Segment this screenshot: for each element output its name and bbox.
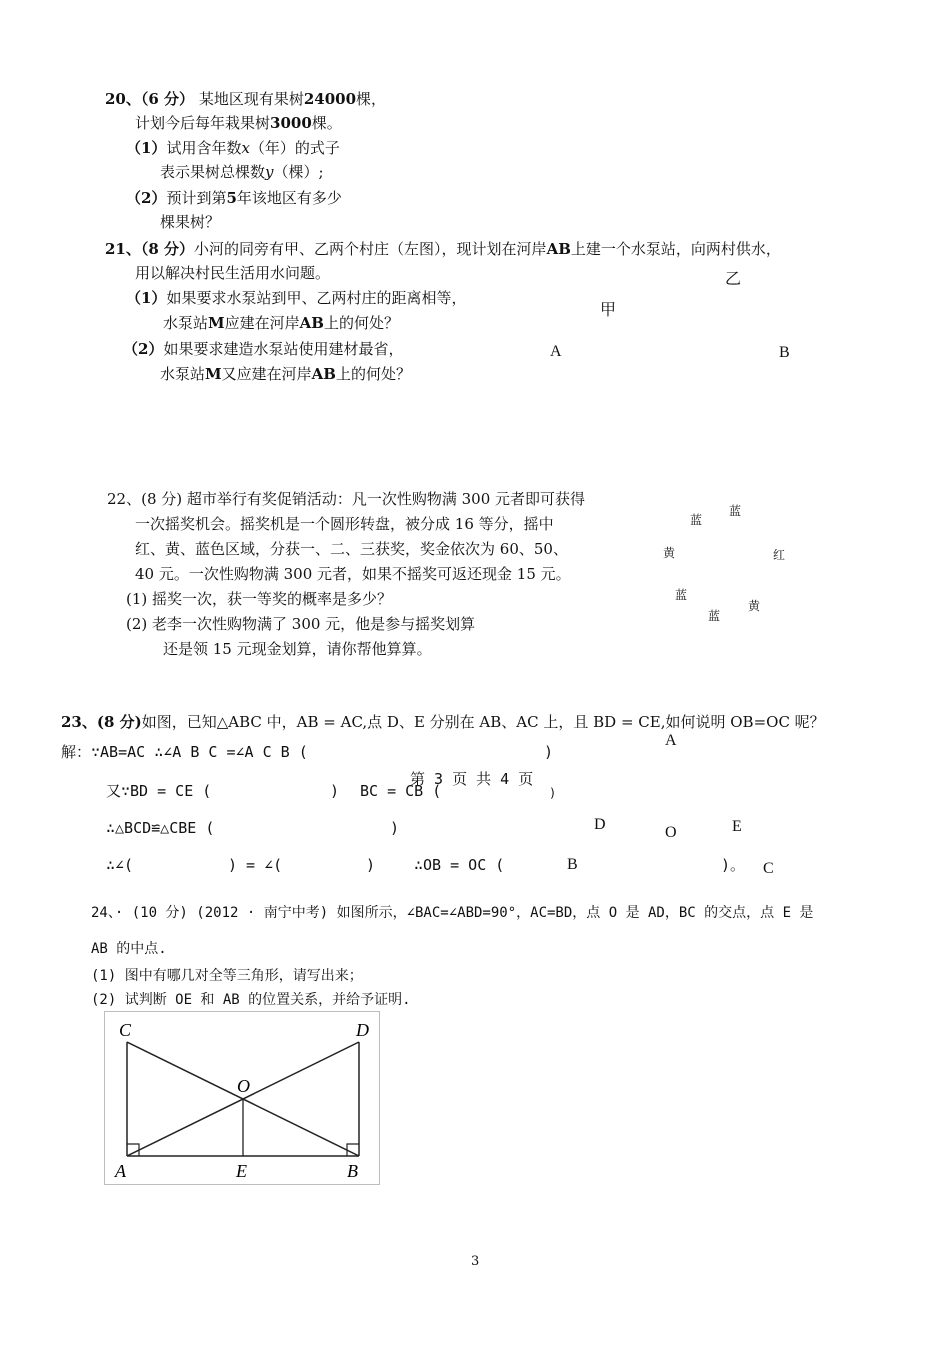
q22-line3: 红、黄、蓝色区域，分获一、二、三获奖，奖金依次为 60、50、 bbox=[135, 540, 568, 558]
q24-line1: 24、· (10 分) (2012 · 南宁中考) 如图所示，∠BAC=∠ABD=90°，AC=BD，点 O 是 AD，BC 的交点，点 E 是 bbox=[91, 905, 814, 921]
q23-solution-line2b: BC = CB ( bbox=[360, 782, 442, 800]
q20-heading bbox=[105, 89, 386, 109]
q23-heading bbox=[61, 712, 825, 732]
q21-figure-b: B bbox=[779, 344, 790, 361]
q21-part1-b1: 水泵站 bbox=[163, 314, 209, 332]
q23-solution-line1 bbox=[61, 742, 308, 762]
q21-part1 bbox=[126, 288, 466, 308]
q21-part1-ab: AB bbox=[299, 314, 324, 332]
q21-part2-b1: 水泵站 bbox=[160, 365, 206, 383]
q23-figure-c: C bbox=[763, 860, 774, 877]
q20-part2-line2: 棵果树？ bbox=[160, 213, 221, 231]
q21-part2-line2 bbox=[160, 364, 411, 384]
wheel-label-blue-4: 蓝 bbox=[708, 609, 721, 623]
q22-line4: 40 元。一次性购物满 300 元者，如果不摇奖可返还现金 15 元。 bbox=[135, 565, 571, 583]
q23-sol4-d: ∴OB = OC ( bbox=[414, 856, 505, 874]
q20-line2-text: 计划今后每年栽果树 bbox=[135, 114, 271, 132]
q21-heading bbox=[105, 239, 781, 259]
q21-part1-m: M bbox=[208, 314, 225, 332]
q20-line2-tail: 棵。 bbox=[311, 114, 342, 132]
q23-sol2b-close: ) bbox=[549, 786, 557, 800]
q23-figure-o: O bbox=[665, 824, 677, 841]
q23-figure-e: E bbox=[732, 818, 742, 835]
page-number: 3 bbox=[471, 1254, 480, 1269]
q21-line1: 小河的同旁有甲、乙两个村庄（左图），现计划在河岸 bbox=[194, 240, 547, 258]
q21-part1-b2: 应建在河岸 bbox=[224, 314, 300, 332]
wheel-label-blue-3: 蓝 bbox=[675, 588, 688, 602]
q21-part2-index: （2） bbox=[123, 340, 164, 358]
q20-text-tail: 棵， bbox=[356, 90, 387, 108]
q23-page-label: 第 3 页 共 4 页 bbox=[410, 770, 534, 788]
q23-sol3-close: ) bbox=[390, 819, 400, 837]
q20-score: （6 分） bbox=[140, 90, 195, 108]
q21-part2-b3: 上的何处？ bbox=[335, 365, 411, 383]
figure-label-a: A bbox=[115, 1161, 126, 1181]
q23-figure-b: B bbox=[567, 856, 578, 873]
q21-part2-m: M bbox=[205, 365, 222, 383]
q21-number: 21、（8 分） bbox=[105, 240, 195, 258]
q23-sol4-a: ∴∠( bbox=[106, 856, 134, 874]
q21-part1-line2 bbox=[163, 313, 399, 333]
q22-part2: (2) 老李一次性购物满了 300 元，他是参与摇奖划算 bbox=[126, 615, 476, 633]
q23-sol1-close: ) bbox=[544, 743, 554, 761]
q23-sol2-close: ) bbox=[330, 782, 340, 800]
q24-part2: (2) 试判断 OE 和 AB 的位置关系，并给予证明. bbox=[91, 992, 411, 1008]
q20-number-5: 5 bbox=[226, 189, 237, 207]
figure-label-d: D bbox=[356, 1020, 369, 1040]
q23-sol4-e: )。 bbox=[721, 856, 746, 874]
q21-ab: AB bbox=[546, 240, 571, 258]
q20-number-3000: 3000 bbox=[270, 114, 312, 132]
q20-part1 bbox=[126, 138, 340, 158]
q22-part1: (1) 摇奖一次，获一等奖的概率是多少？ bbox=[126, 590, 393, 608]
wheel-label-yellow-1: 黄 bbox=[663, 546, 676, 560]
q21-line2: 用以解决村民生活用水问题。 bbox=[135, 264, 331, 282]
q20-number: 20、 bbox=[105, 90, 141, 108]
q22-part2-line2: 还是领 15 元现金划算，请你帮他算算。 bbox=[163, 640, 432, 658]
q21-part2 bbox=[123, 339, 403, 359]
q23-figure-a: A bbox=[665, 732, 677, 749]
q20-var-y: y bbox=[265, 163, 274, 181]
q23-sol4-c: ) bbox=[366, 856, 376, 874]
q23-solution-line3: ∴△BCD≌△CBE ( bbox=[106, 819, 215, 837]
q21-figure-jia: 甲 bbox=[600, 300, 617, 319]
q22-line2: 一次摇奖机会。摇奖机是一个圆形转盘，被分成 16 等分，摇中 bbox=[135, 515, 554, 533]
q21-part2-b2: 又应建在河岸 bbox=[221, 365, 312, 383]
q21-figure-yi: 乙 bbox=[725, 269, 742, 288]
wheel-label-blue-1: 蓝 bbox=[690, 513, 703, 527]
wheel-label-red: 红 bbox=[773, 548, 786, 562]
q21-part2-text: 如果要求建造水泵站使用建材最省， bbox=[163, 340, 404, 358]
q21-part1-text: 如果要求水泵站到甲、乙两村庄的距离相等， bbox=[166, 289, 467, 307]
figure-label-e: E bbox=[236, 1161, 247, 1181]
q20-number-24000: 24000 bbox=[303, 90, 357, 108]
q23-sol4-b: ) = ∠( bbox=[228, 856, 283, 874]
q20-text: 某地区现有果树 bbox=[198, 90, 304, 108]
q21-part2-ab: AB bbox=[311, 365, 336, 383]
q23-solution-line2: 又∵BD = CE ( bbox=[106, 782, 212, 800]
q20-part1-line2-tail: （棵）; bbox=[273, 163, 324, 181]
q21-line1-tail: 上建一个水泵站，向两村供水， bbox=[570, 240, 781, 258]
q20-var-x: x bbox=[241, 139, 250, 157]
q21-part1-b3: 上的何处？ bbox=[323, 314, 399, 332]
q20-part1-line2-text: 表示果树总棵数 bbox=[160, 163, 266, 181]
q20-part2 bbox=[126, 188, 342, 208]
q20-part1-text-b: （年）的式子 bbox=[249, 139, 340, 157]
figure-label-b: B bbox=[347, 1161, 358, 1181]
q23-sol1: 解：∵AB=AC ∴∠A B C =∠A C B ( bbox=[61, 743, 308, 761]
q22-line1: 22、(8 分) 超市举行有奖促销活动：凡一次性购物满 300 元者即可获得 bbox=[107, 490, 586, 508]
q24-part1: (1) 图中有哪几对全等三角形，请写出来； bbox=[91, 968, 363, 984]
figure-label-o: O bbox=[237, 1076, 250, 1096]
q20-part1-text: 试用含年数 bbox=[166, 139, 242, 157]
wheel-label-yellow-2: 黄 bbox=[748, 599, 761, 613]
q20-part1-index: （1） bbox=[126, 139, 167, 157]
q21-part1-index: （1） bbox=[126, 289, 167, 307]
q20-part1-line2 bbox=[160, 162, 324, 182]
q20-part2-text-b: 年该地区有多少 bbox=[236, 189, 342, 207]
q20-part2-index: （2） bbox=[126, 189, 167, 207]
q24-line2: AB 的中点. bbox=[91, 941, 167, 957]
q20-part2-text: 预计到第 bbox=[166, 189, 227, 207]
q24-geometry-figure bbox=[104, 1011, 380, 1185]
q23-number: 23、(8 分) bbox=[61, 713, 142, 731]
q23-figure-d: D bbox=[594, 816, 606, 833]
q23-heading-text: 如图，已知△ABC 中，AB = AC,点 D、E 分别在 AB、AC 上，且 BD = CE,如何说明 OB=OC 呢？ bbox=[141, 713, 825, 731]
q21-figure-a: A bbox=[550, 343, 562, 360]
q20-line2 bbox=[135, 113, 342, 133]
figure-label-c: C bbox=[119, 1020, 132, 1040]
wheel-label-blue-2: 蓝 bbox=[729, 504, 742, 518]
